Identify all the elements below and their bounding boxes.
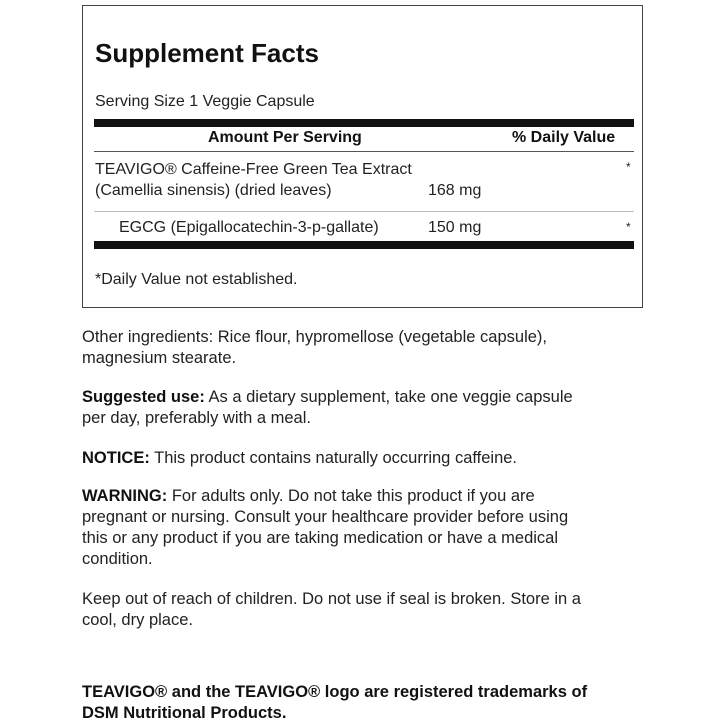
notice-label: NOTICE: bbox=[82, 449, 150, 467]
suggested-use-line2: per day, preferably with a meal. bbox=[82, 409, 311, 427]
warning-line3: this or any product if you are taking medication or have a medical bbox=[82, 529, 559, 547]
warning-line1: For adults only. Do not take this product if you are bbox=[167, 487, 535, 505]
notice bbox=[82, 448, 682, 469]
sub-ingredient-amount: 150 mg bbox=[428, 219, 482, 236]
other-ingredients-line2: magnesium stearate. bbox=[82, 349, 237, 367]
ingredient-daily-value: * bbox=[626, 160, 631, 174]
warning-label: WARNING: bbox=[82, 487, 168, 505]
ingredient-name-line1: TEAVIGO® Caffeine-Free Green Tea Extract bbox=[95, 161, 412, 178]
warning-line2: pregnant or nursing. Consult your healthcare provider before using bbox=[82, 508, 569, 526]
suggested-use-line1: As a dietary supplement, take one veggie capsule bbox=[204, 388, 573, 406]
supplement-facts-panel bbox=[82, 5, 643, 308]
trademark-line1: TEAVIGO® and the TEAVIGO® logo are registered trademarks of bbox=[82, 683, 588, 701]
thick-rule-bottom bbox=[94, 241, 634, 249]
trademark-line2: DSM Nutritional Products. bbox=[82, 704, 287, 722]
sub-ingredient-daily-value: * bbox=[626, 220, 631, 234]
ingredient-amount: 168 mg bbox=[428, 182, 482, 199]
facts-title: Supplement Facts bbox=[95, 38, 319, 68]
header-rule bbox=[94, 151, 634, 152]
suggested-use-label: Suggested use: bbox=[82, 388, 205, 406]
storage-instructions bbox=[82, 589, 682, 631]
warning bbox=[82, 486, 682, 570]
suggested-use bbox=[82, 387, 682, 429]
other-ingredients bbox=[82, 327, 682, 369]
daily-value-footnote: *Daily Value not established. bbox=[95, 271, 298, 288]
thick-rule-top bbox=[94, 119, 634, 127]
header-daily-value: % Daily Value bbox=[512, 129, 616, 146]
storage-line1: Keep out of reach of children. Do not use if seal is broken. Store in a bbox=[82, 590, 581, 608]
row-divider bbox=[94, 211, 634, 212]
serving-size: Serving Size 1 Veggie Capsule bbox=[95, 93, 315, 110]
sub-ingredient-name: EGCG (Epigallocatechin-3-p-gallate) bbox=[119, 219, 379, 236]
other-ingredients-line1: Other ingredients: Rice flour, hypromellose (vegetable capsule), bbox=[82, 328, 547, 346]
ingredient-name-line2: (Camellia sinensis) (dried leaves) bbox=[95, 182, 332, 199]
notice-text: This product contains naturally occurring caffeine. bbox=[149, 449, 518, 467]
storage-line2: cool, dry place. bbox=[82, 611, 193, 629]
header-amount-per-serving: Amount Per Serving bbox=[208, 129, 362, 146]
warning-line4: condition. bbox=[82, 550, 153, 568]
trademark-notice bbox=[82, 682, 682, 724]
